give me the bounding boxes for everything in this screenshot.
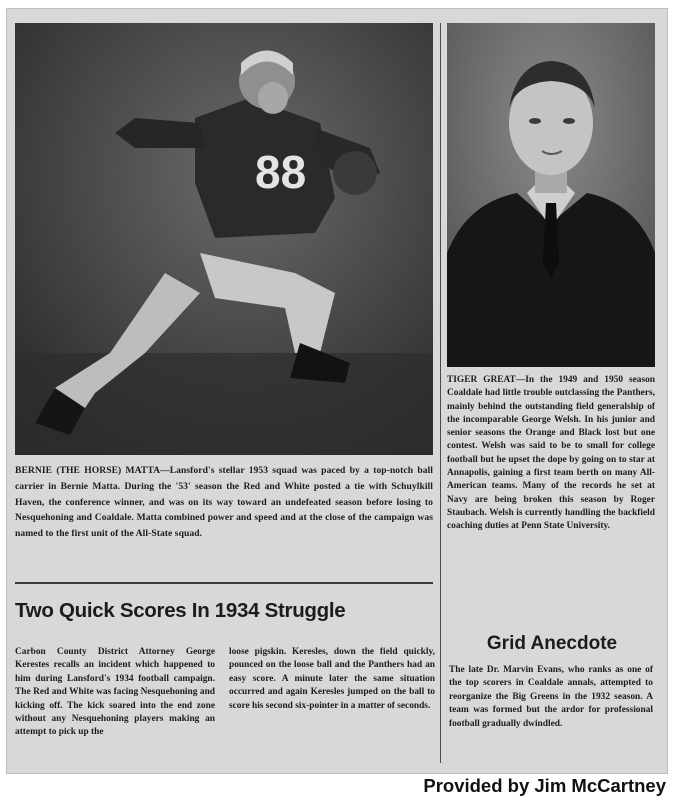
caption-text: —Lansford's stellar 1953 squad was paced by a top-notch ball carrier in Bernie Matta. During the '53' season the Red and White posted a tie with Schuylkill Haven, the conference winner, and was on its way toward an undefeated season before losing to Nesquehoning and Coaldale. Matta combined power and speed and at the close of the campaign was named to the first unit of the All-State squad. (15, 465, 433, 540)
portrait-illustration (447, 23, 655, 367)
credit-line: Provided by Jim McCartney (423, 775, 666, 796)
caption-lead: TIGER GREAT (447, 375, 516, 385)
caption-lead: BERNIE (THE HORSE) MATTA (15, 465, 161, 476)
story-headline: Two Quick Scores In 1934 Struggle (15, 599, 346, 622)
grid-anecdote-title: Grid Anecdote (486, 633, 618, 654)
football-player-illustration (15, 23, 433, 455)
story-column-2: loose pigskin. Keresles, down the field quickly, pounced on the loose ball and the Panthers had an easy score. A minute later the same situation occurred and again Keresles jumped on the ball to score his second six-pointer in a matter of seconds. (229, 647, 435, 711)
newspaper-clipping (6, 8, 668, 774)
column-divider (440, 23, 441, 763)
portrait-photo (447, 23, 655, 367)
football-player-photo (15, 23, 433, 455)
welsh-photo-caption (447, 374, 655, 534)
caption-text: —In the 1949 and 1950 season Coaldale had little trouble outclassing the Panthers, mainly behind the outstanding field generalship of the incomparable George Welsh. In his junior and senior seasons the Orange and Black lost but one contest. Welsh was said to be to small for college football but he upset the dope by going on to star at Annapolis, gaining a first team berth on many All-American teams. Many of the records he set at Navy are being broken this season by Roger Staubach. Welsh is currently handling the backfield coaching duties at Penn State University. (447, 375, 656, 532)
section-divider (15, 582, 433, 584)
jersey-number: 88 (255, 146, 307, 198)
matta-photo-caption (15, 463, 433, 542)
story-column-1: Carbon County District Attorney George Kerestes recalls an incident which happened to him during Lansford's 1934 football campaign. The Red and White was facing Nesquehoning and kicking off. The kick soared into the end zone without any Nesquehoning players making an attempt to pick up the (15, 647, 215, 738)
grid-anecdote-text: The late Dr. Marvin Evans, who ranks as one of the top scorers in Coaldale annals, attempted to reorganize the Big Greens in the 1932 season. A team was formed but the ardor for professional football gradually dwindled. (449, 665, 653, 729)
